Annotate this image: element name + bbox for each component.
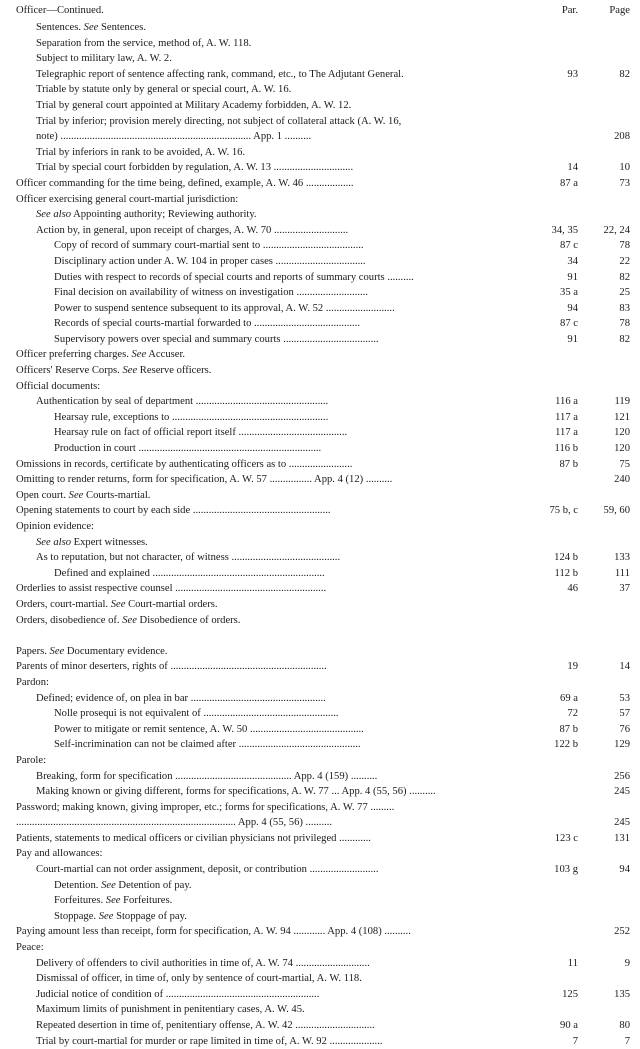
index-entry	[16, 503, 632, 519]
entry-text: Breaking, form for specification ............................................ App. 4 (159) ..........	[36, 770, 378, 782]
page-number: 73	[619, 177, 630, 189]
index-entry	[16, 956, 632, 972]
paragraph-number: 75 b, c	[549, 505, 578, 517]
paragraph-number: 34, 35	[551, 224, 578, 236]
index-entry	[16, 659, 632, 675]
index-header	[16, 5, 632, 20]
page-number: 37	[619, 583, 630, 595]
see-reference-target: Forfeitures.	[120, 895, 173, 907]
entry-text: Trial by court-martial for murder or rape limited in time of, A. W. 92 ....................	[36, 1035, 383, 1047]
page-number: 57	[619, 708, 630, 720]
index-entry	[16, 737, 632, 753]
entry-text: Nolle prosequi is not equivalent of ...................................................	[54, 708, 339, 720]
page-number: 80	[619, 1020, 630, 1031]
index-entry	[16, 223, 632, 239]
page-number: 9	[624, 957, 630, 969]
index-entry	[16, 20, 632, 36]
index-entry	[16, 581, 632, 597]
entry-text: Repeated desertion in time of, penitentiary offense, A. W. 42 ..............................	[36, 1020, 375, 1031]
index-entry	[16, 379, 632, 395]
page-number: 82	[619, 68, 630, 80]
index-entry	[16, 706, 632, 722]
entry-text: Authentication by seal of department ..................................................	[36, 396, 329, 408]
page-number: 131	[614, 832, 630, 844]
paragraph-number: 93	[567, 68, 578, 80]
entry-text: Paying amount less than receipt, form for specification, A. W. 94 ............ App. 4 (108) ..........	[16, 926, 411, 938]
entry-text: Defined and explained .................................................................	[54, 567, 325, 579]
entry-text: Trial by inferiors in rank to be avoided, A. W. 16.	[36, 146, 246, 158]
see-reference-label: See	[105, 895, 121, 907]
index-entry	[16, 597, 632, 613]
entry-text: Copy of record of summary court-martial sent to ......................................	[54, 240, 364, 252]
index-entry	[16, 628, 632, 644]
entry-text: Triable by statute only by general or special court, A. W. 16.	[36, 84, 292, 96]
index-entry	[16, 550, 632, 566]
index-entry	[16, 644, 632, 660]
index-entry	[16, 332, 632, 348]
entry-text: Trial by general court appointed at Military Academy forbidden, A. W. 12.	[36, 99, 352, 111]
index-entry	[16, 971, 632, 987]
entry-text: Officer preferring charges. See Accuser.	[16, 349, 186, 361]
entry-text: Production in court .....................................................................	[54, 443, 322, 455]
entry-text: Pardon:	[16, 676, 49, 688]
entry-text: note) ........................................................................ App. 1 ..........	[36, 131, 312, 143]
index-entry	[16, 675, 632, 691]
entry-text: Separation from the service, method of, A. W. 118.	[36, 37, 252, 49]
page-number: 256	[614, 770, 630, 782]
entry-text: Patients, statements to medical officers or civilian physicians not privileged ............	[16, 832, 371, 844]
page-number: 22	[619, 255, 630, 267]
see-reference-label: See	[98, 910, 114, 922]
page-number: 82	[619, 271, 630, 283]
page-number: 119	[614, 396, 630, 408]
entry-text	[16, 207, 516, 223]
paragraph-number: 117 a	[555, 427, 578, 439]
index-entry	[16, 862, 632, 878]
see-reference-label: See	[101, 879, 116, 891]
page-number: 245	[614, 786, 630, 798]
entry-text: Official documents:	[16, 380, 101, 392]
index-entry	[16, 831, 632, 847]
paragraph-number: 116 b	[554, 443, 578, 455]
page-number: 59, 60	[603, 505, 630, 517]
entry-text: Open court. See Courts-martial.	[16, 489, 151, 501]
paragraph-number: 87 c	[560, 240, 578, 252]
entry-text: As to reputation, but not character, of witness .........................................	[36, 552, 341, 564]
index-entry	[16, 566, 632, 582]
page-number: 10	[619, 162, 630, 174]
entry-text: ................................................................................... App. 4 (55, 56) ..........	[16, 817, 333, 829]
index-entry	[16, 519, 632, 535]
entry-text: Records of special courts-martial forwarded to ........................................	[54, 318, 360, 330]
page-number: 75	[619, 458, 630, 470]
entry-text: Hearsay rule on fact of official report itself .........................................	[54, 427, 348, 439]
index-entry	[16, 176, 632, 192]
paragraph-number: 91	[567, 271, 578, 283]
index-entry	[16, 238, 632, 254]
index-entry	[16, 129, 632, 145]
index-entry	[16, 1034, 632, 1049]
page-number: 7	[624, 1035, 630, 1047]
entry-text: Delivery of offenders to civil authorities in time of, A. W. 74 ............................	[36, 957, 370, 969]
index-entries	[16, 20, 632, 1049]
index-entry	[16, 363, 632, 379]
see-reference-target: Court-martial orders.	[125, 598, 218, 610]
paragraph-number: 112 b	[554, 567, 578, 579]
see-reference-label: See	[68, 489, 84, 501]
entry-text: Papers. See Documentary evidence.	[16, 645, 168, 657]
page-number: 76	[619, 723, 630, 735]
entry-text: Forfeitures. See Forfeitures.	[54, 895, 173, 907]
entry-text	[16, 535, 516, 551]
par-column-header: Par.	[561, 5, 578, 16]
entry-text: Hearsay rule, exceptions to ...........................................................	[54, 411, 329, 423]
see-reference-label: See	[49, 645, 65, 657]
entry-text: Sentences. See Sentences.	[36, 22, 147, 33]
index-entry	[16, 488, 632, 504]
page-number: 78	[619, 318, 630, 330]
see-reference-target: Appointing authority; Reviewing authority.	[71, 209, 257, 221]
index-entry	[16, 613, 632, 629]
paragraph-number: 87 b	[559, 458, 578, 470]
index-entry	[16, 987, 632, 1003]
page-number: 82	[619, 333, 630, 345]
index-entry	[16, 67, 632, 83]
see-reference-target: Disobedience of orders.	[136, 614, 241, 626]
paragraph-number: 35 a	[560, 287, 578, 299]
page-number: 245	[614, 817, 630, 829]
see-reference-target: Courts-martial.	[83, 489, 151, 501]
index-entry	[16, 846, 632, 862]
paragraph-number: 87 c	[560, 318, 578, 330]
page-number: 78	[619, 240, 630, 252]
see-reference-label: See also	[36, 536, 72, 548]
index-entry	[16, 535, 632, 551]
paragraph-number: 91	[567, 333, 578, 345]
page-number: 252	[614, 926, 630, 938]
index-entry	[16, 425, 632, 441]
see-reference-target: Expert witnesses.	[71, 536, 148, 548]
page-number: 208	[614, 131, 630, 143]
entry-text: Judicial notice of condition of ..........................................................	[36, 988, 320, 1000]
entry-text: Parents of minor deserters, rights of ...........................................................	[16, 661, 327, 673]
paragraph-number: 87 a	[560, 177, 578, 189]
entry-text: Omitting to render returns, form for specification, A. W. 57 ................ App. 4 (12) ..........	[16, 474, 393, 486]
index-entry	[16, 893, 632, 909]
index-entry	[16, 270, 632, 286]
index-entry	[16, 940, 632, 956]
see-reference-target: Sentences.	[98, 22, 147, 33]
page-number: 129	[614, 739, 630, 751]
entry-text: Orders, disobedience of. See Disobedience of orders.	[16, 614, 241, 626]
index-entry	[16, 691, 632, 707]
paragraph-number: 19	[567, 661, 578, 673]
paragraph-number: 103 g	[554, 864, 578, 876]
paragraph-number: 122 b	[554, 739, 578, 751]
page-title: Officer—Continued.	[16, 5, 104, 16]
index-entry	[16, 192, 632, 208]
entry-text: Defined; evidence of, on plea in bar ...................................................	[36, 692, 326, 704]
index-entry	[16, 472, 632, 488]
entry-text: Self-incrimination can not be claimed after ..............................................	[54, 739, 361, 751]
see-reference-label: See	[131, 349, 147, 361]
page-number: 135	[614, 988, 630, 1000]
page-number: 240	[614, 474, 630, 486]
page-number: 120	[614, 427, 630, 439]
entry-text: Password; making known, giving improper, etc.; forms for specifications, A. W. 77 .........	[16, 801, 395, 813]
paragraph-number: 34	[567, 255, 578, 267]
entry-text: Orderlies to assist respective counsel .........................................................	[16, 583, 327, 595]
page-number: 111	[614, 567, 630, 579]
index-entry	[16, 145, 632, 161]
entry-text: Subject to military law, A. W. 2.	[36, 53, 172, 65]
index-entry	[16, 410, 632, 426]
index-entry	[16, 285, 632, 301]
entry-text: Trial by special court forbidden by regulation, A. W. 13 ..............................	[36, 162, 354, 174]
paragraph-number: 94	[567, 302, 578, 314]
index-entry	[16, 301, 632, 317]
index-entry	[16, 800, 632, 816]
paragraph-number: 116 a	[555, 396, 578, 408]
entry-text: Officer commanding for the time being, defined, example, A. W. 46 ..................	[16, 177, 354, 189]
index-entry	[16, 784, 632, 800]
entry-text: Action by, in general, upon receipt of charges, A. W. 70 ............................	[36, 224, 349, 236]
paragraph-number: 124 b	[554, 552, 578, 564]
see-reference-label: See also	[36, 209, 72, 221]
index-entry	[16, 753, 632, 769]
entry-text: Detention. See Detention of pay.	[54, 879, 192, 891]
paragraph-number: 72	[567, 708, 578, 720]
index-entry	[16, 98, 632, 114]
index-entry	[16, 909, 632, 925]
page-number: 22, 24	[603, 224, 630, 236]
entry-text: Power to suspend sentence subsequent to its approval, A. W. 52 ..........................	[54, 302, 395, 314]
see-reference-target: Documentary evidence.	[64, 645, 168, 657]
entry-text: Stoppage. See Stoppage of pay.	[54, 910, 187, 922]
index-entry	[16, 207, 632, 223]
entry-text: Officers' Reserve Corps. See Reserve officers.	[16, 365, 212, 377]
page-number: 94	[619, 864, 630, 876]
entry-text: Duties with respect to records of special courts and reports of summary courts ..........	[54, 271, 414, 283]
index-entry	[16, 1018, 632, 1034]
see-reference-label: See	[122, 614, 137, 626]
see-reference-target: Stoppage of pay.	[113, 910, 187, 922]
entry-text: Pay and allowances:	[16, 848, 103, 860]
see-reference-target: Reserve officers.	[137, 365, 212, 377]
entry-text: Parole:	[16, 754, 47, 766]
paragraph-number: 125	[562, 988, 578, 1000]
index-entry	[16, 347, 632, 363]
entry-text: Peace:	[16, 942, 44, 954]
page-number: 120	[614, 443, 630, 455]
entry-text: Disciplinary action under A. W. 104 in proper cases ..................................	[54, 255, 366, 267]
see-reference-label: See	[122, 365, 138, 377]
paragraph-number: 117 a	[555, 411, 578, 423]
index-entry	[16, 254, 632, 270]
entry-text: Court-martial can not order assignment, deposit, or contribution ..........................	[36, 864, 379, 876]
page-number: 133	[614, 552, 630, 564]
entry-text: Orders, court-martial. See Court-martial orders.	[16, 598, 218, 610]
entry-text: Maximum limits of punishment in penitentiary cases, A. W. 45.	[36, 1004, 305, 1016]
entry-text: Opening statements to court by each side ....................................................	[16, 505, 331, 517]
entry-text: Power to mitigate or remit sentence, A. W. 50 ...........................................	[54, 723, 364, 735]
index-entry	[16, 457, 632, 473]
see-reference-label: See	[83, 22, 99, 33]
page-number: 83	[619, 302, 630, 314]
paragraph-number: 46	[567, 583, 578, 595]
index-entry	[16, 722, 632, 738]
entry-text: Omissions in records, certificate by authenticating officers as to ........................	[16, 458, 353, 470]
paragraph-number: 11	[567, 957, 578, 969]
entry-text: Telegraphic report of sentence affecting rank, command, etc., to The Adjutant General.	[36, 68, 404, 80]
index-entry	[16, 924, 632, 940]
page-number: 25	[619, 287, 630, 299]
entry-text: Making known or giving different, forms for specifications, A. W. 77 ... App. 4 (55, 56) ..........	[36, 786, 436, 798]
index-entry	[16, 394, 632, 410]
page-number: 53	[619, 692, 630, 704]
paragraph-number: 123 c	[554, 832, 578, 844]
paragraph-number: 14	[567, 162, 578, 174]
paragraph-number: 7	[572, 1035, 578, 1047]
page-number: 121	[614, 411, 630, 423]
entry-text: Trial by inferior; provision merely directing, not subject of collateral attack (A. W. 16,	[36, 115, 402, 127]
see-reference-label: See	[110, 598, 126, 610]
page-column-header: Page	[609, 5, 630, 16]
index-entry	[16, 441, 632, 457]
entry-text: Dismissal of officer, in time of, only by sentence of court-martial, A. W. 118.	[36, 973, 362, 985]
index-entry	[16, 815, 632, 831]
index-entry	[16, 114, 632, 130]
index-entry	[16, 316, 632, 332]
entry-text: Final decision on availability of witness on investigation ...........................	[54, 287, 368, 299]
index-entry	[16, 51, 632, 67]
entry-text: Officer exercising general court-martial jurisdiction:	[16, 193, 239, 205]
page-number: 14	[619, 661, 630, 673]
entry-text: Supervisory powers over special and summary courts ....................................	[54, 333, 379, 345]
paragraph-number: 69 a	[560, 692, 578, 704]
index-entry	[16, 160, 632, 176]
index-entry	[16, 878, 632, 894]
paragraph-number: 87 b	[559, 723, 578, 735]
entry-text: Opinion evidence:	[16, 521, 94, 532]
index-entry	[16, 1002, 632, 1018]
index-entry	[16, 36, 632, 52]
index-entry	[16, 769, 632, 785]
index-entry	[16, 82, 632, 98]
see-reference-target: Detention of pay.	[115, 879, 192, 891]
see-reference-target: Accuser.	[146, 349, 186, 361]
paragraph-number: 90 a	[560, 1020, 578, 1031]
